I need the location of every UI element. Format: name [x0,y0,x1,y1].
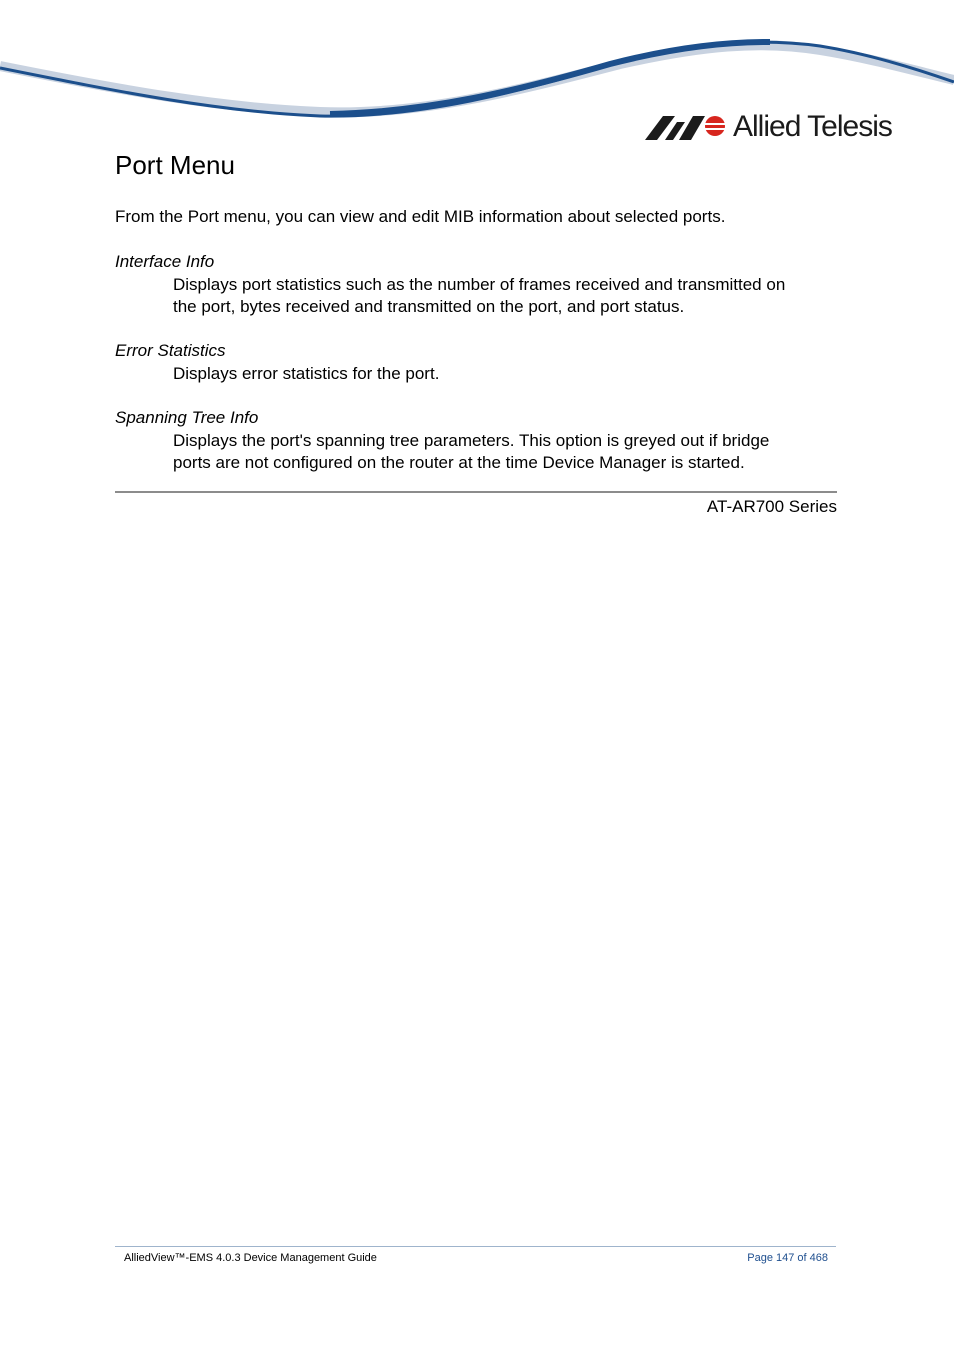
footer-guide-title: AlliedView™-EMS 4.0.3 Device Management Guide [124,1252,377,1264]
section-divider [115,491,837,493]
series-label: AT-AR700 Series [706,497,837,516]
description-interface-info [173,274,823,318]
description-line: Displays port statistics such as the number of frames received and transmitted on [173,275,786,294]
description-error-statistics [173,363,823,385]
description-line: Displays error statistics for the port. [173,364,440,383]
logo-mark-icon [645,112,727,142]
footer-divider [115,1246,836,1247]
term-spanning-tree-info: Spanning Tree Info [115,408,259,427]
logo-wordmark: Allied Telesis [733,110,892,143]
footer-page-number: Page 147 of 468 [747,1252,828,1264]
allied-telesis-logo [645,110,892,144]
description-spanning-tree-info [173,430,823,474]
intro-paragraph: From the Port menu, you can view and edit MIB information about selected ports. [115,207,726,226]
page-title: Port Menu [115,150,235,180]
description-line: Displays the port's spanning tree parameters. This option is greyed out if bridge [173,431,770,450]
term-error-statistics: Error Statistics [115,341,226,360]
term-interface-info: Interface Info [115,252,215,271]
description-line: the port, bytes received and transmitted on the port, and port status. [173,297,685,316]
description-line: ports are not configured on the router at the time Device Manager is started. [173,453,745,472]
